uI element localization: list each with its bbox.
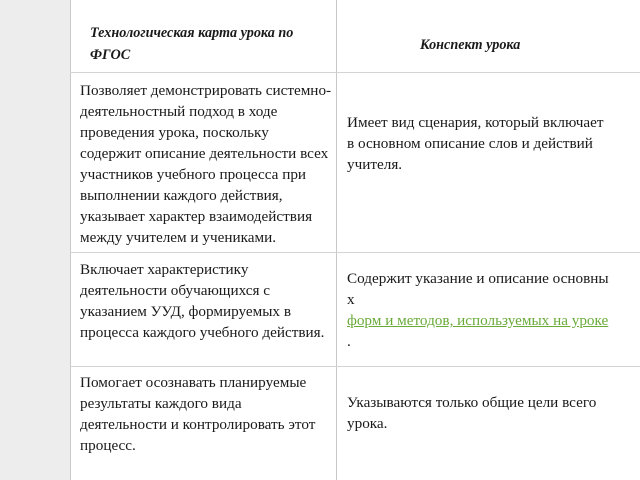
forms-and-methods-link[interactable]: форм и методов, используемых на уроке xyxy=(347,312,609,329)
row-2-right-cell xyxy=(347,268,609,352)
row-divider-2 xyxy=(70,366,640,367)
row-1-right-cell: Имеет вид сценария, который включает в основном описание слов и действий учителя. xyxy=(347,114,604,173)
row-3-left-cell: Помогает осознавать планируемые результаты каждого вида деятельности и контролировать этот процесс. xyxy=(80,374,316,454)
row-divider-1 xyxy=(70,252,640,253)
row-2-right-text: Содержит указание и описание основных xyxy=(347,270,609,308)
row-2-right-suffix: . xyxy=(347,333,351,350)
header-technological-map: Технологическая карта урока по ФГОС xyxy=(90,25,294,63)
row-3-right-cell: Указываются только общие цели всего урока. xyxy=(347,394,597,432)
row-1-left-cell: Позволяет демонстрировать системно-деятельностный подход в ходе проведения урока, поскольку содержит описание деятельности всех участников учебного процесса при выполнении каждого действия, указывает характер взаимодействия между учителем и учениками. xyxy=(80,82,332,246)
row-2-left-cell: Включает характеристику деятельности обучающихся с указанием УУД, формируемых в процесса каждого учебного действия. xyxy=(80,261,325,341)
left-margin-bar xyxy=(0,0,70,480)
header-lesson-summary: Конспект урока xyxy=(420,37,521,53)
header-row-divider xyxy=(70,72,640,73)
